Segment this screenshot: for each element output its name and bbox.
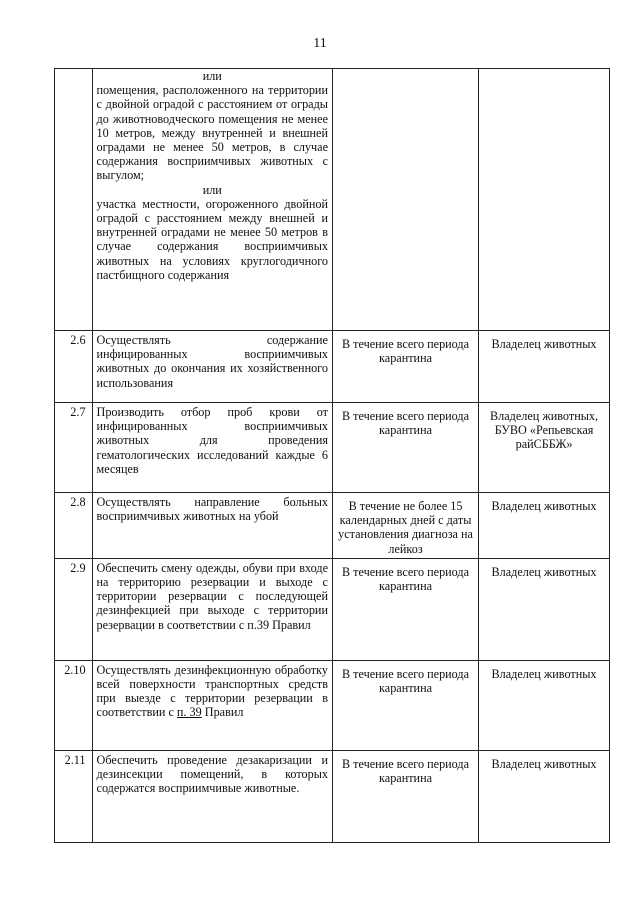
table-row: [55, 660, 610, 750]
term-cell: В течение всего периода карантина: [332, 750, 478, 842]
term-cell: В течение всего периода карантина: [332, 331, 478, 403]
action-text: Осуществлять дезинфекционную обработку всей поверхности транспортных средств при выезде с территории резервации в соответствии с: [96, 662, 328, 720]
responsible-cell: Владелец животных: [479, 558, 610, 660]
table-row: [55, 69, 610, 331]
term-cell: В течение всего периода карантина: [332, 558, 478, 660]
page-number: 11: [313, 36, 327, 51]
action-text: помещения, расположенного на территории с двойной оградой с расстоянием от ограды до животноводческого помещения не менее 10 метров, между внутренней и внешней оградами не менее 50 метров, в случае содержания восприимчивых животных с выгулом;: [96, 83, 328, 183]
responsible-cell: Владелец животных: [479, 660, 610, 750]
responsible-cell: Владелец животных: [479, 331, 610, 403]
or-label: или: [202, 182, 222, 197]
action-cell: Обеспечить проведение дезакаризации и дезинсекции помещений, в которых содержатся восприимчивые животные.: [92, 750, 332, 842]
term-cell: В течение всего периода карантина: [332, 660, 478, 750]
table-row: [55, 331, 610, 403]
action-cell: [92, 660, 332, 750]
responsible-cell: Владелец животных: [479, 750, 610, 842]
table-row: [55, 493, 610, 559]
or-label: или: [202, 69, 222, 83]
responsible-cell: [479, 69, 610, 331]
row-number: 2.9: [55, 558, 93, 660]
responsible-cell: Владелец животных, БУВО «Репьевская райСББЖ»: [479, 403, 610, 493]
term-cell: [332, 69, 478, 331]
row-number: [55, 69, 93, 331]
row-number: 2.11: [55, 750, 93, 842]
rule-reference-link: п. 39: [176, 705, 202, 720]
action-cell: Обеспечить смену одежды, обуви при входе на территорию резервации и выходе с территории резервации с последующей дезинфекцией при выходе с территории резервации в соответствии с п.39 Правил: [92, 558, 332, 660]
measures-table: [54, 68, 610, 843]
term-cell: В течение всего периода карантина: [332, 403, 478, 493]
term-cell: В течение не более 15 календарных дней с даты установления диагноза на лейкоз: [332, 493, 478, 559]
action-text: участка местности, огороженного двойной оградой с расстоянием между внешней и внутренней оградами не менее 50 метров в случае содержания восприимчивых животных на условиях круглогодичного пастбищного содержания: [96, 196, 328, 282]
action-cell: Производить отбор проб крови от инфицированных восприимчивых животных для проведения гематологических исследований каждые 6 месяцев: [92, 403, 332, 493]
table-row: [55, 558, 610, 660]
action-cell: Осуществлять направление больных восприимчивых животных на убой: [92, 493, 332, 559]
row-number: 2.8: [55, 493, 93, 559]
table-row: [55, 403, 610, 493]
responsible-cell: Владелец животных: [479, 493, 610, 559]
table-row: [55, 750, 610, 842]
action-cell: [92, 69, 332, 331]
row-number: 2.7: [55, 403, 93, 493]
row-number: 2.10: [55, 660, 93, 750]
action-cell: Осуществлять содержание инфицированных восприимчивых животных до окончания их хозяйственного использования: [92, 331, 332, 403]
row-number: 2.6: [55, 331, 93, 403]
action-text-tail: Правил: [204, 705, 244, 720]
